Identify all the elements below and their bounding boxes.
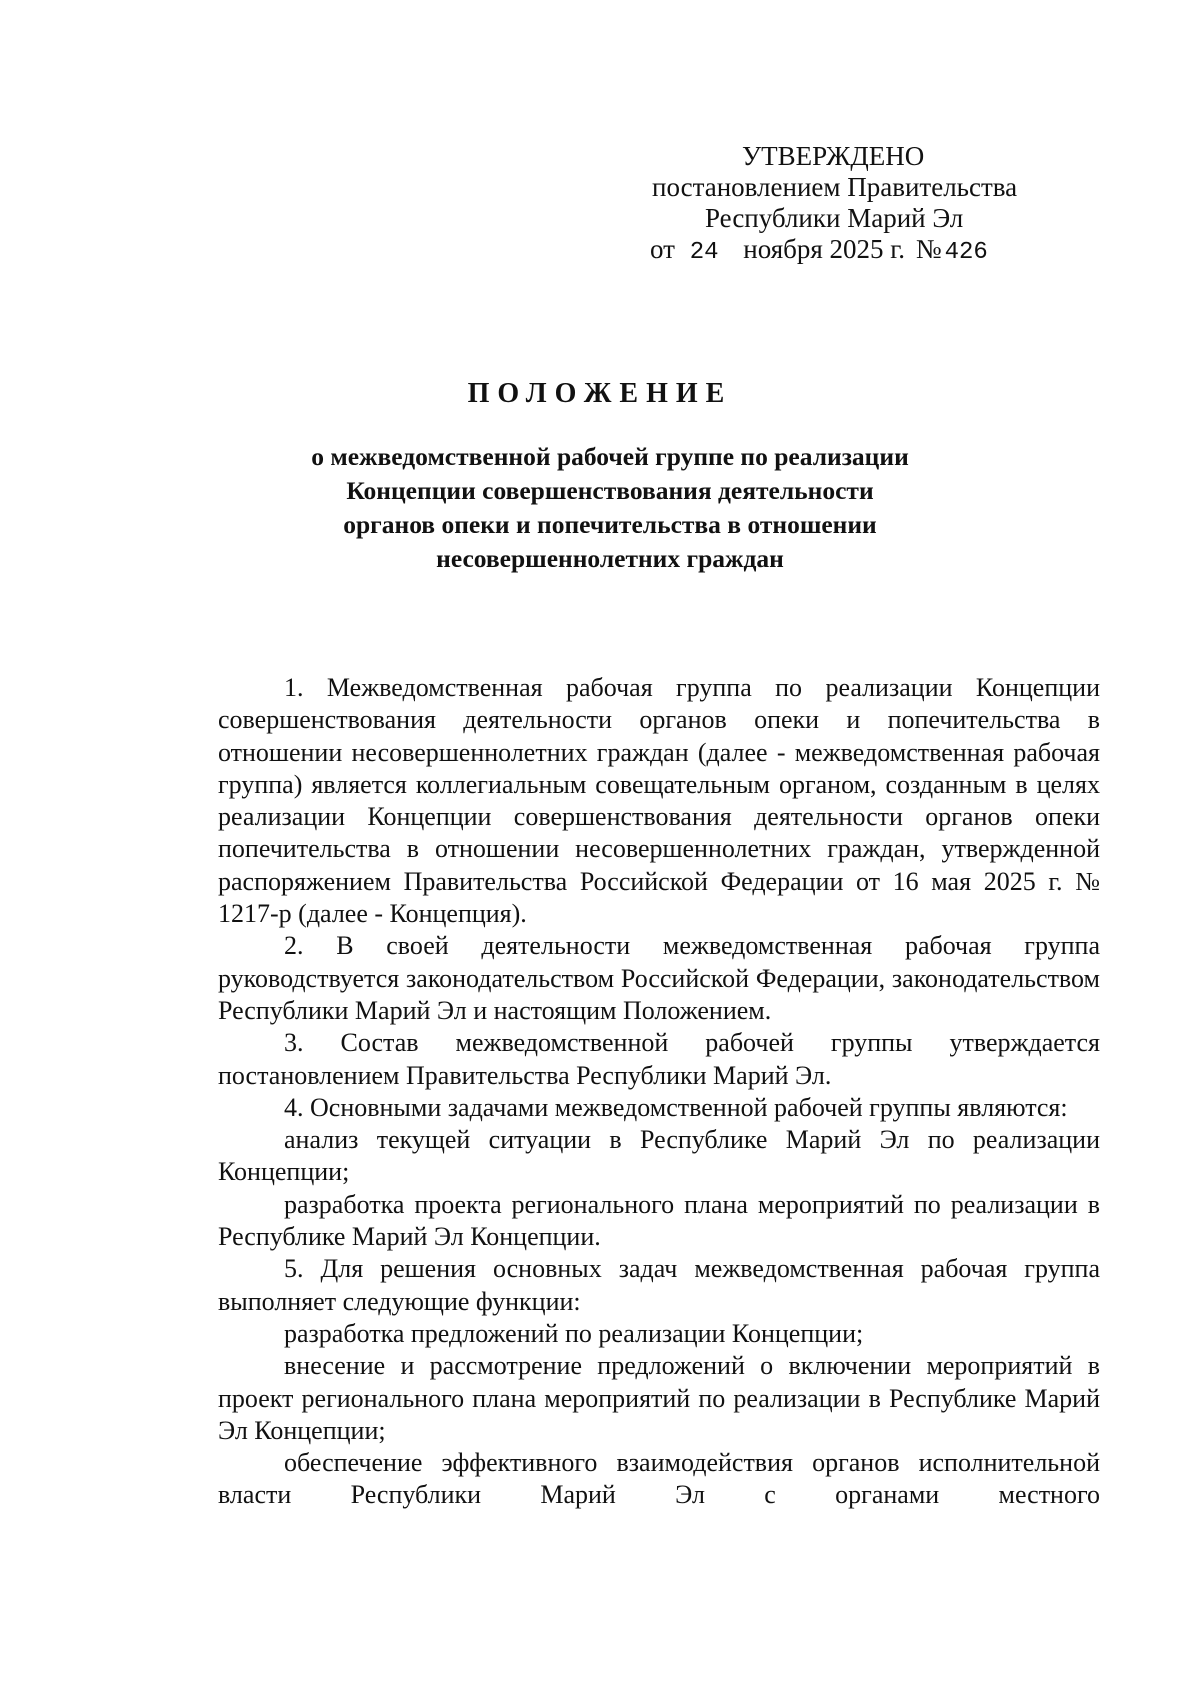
approval-date-prefix: от xyxy=(650,234,675,264)
document-title: ПОЛОЖЕНИЕ xyxy=(467,378,733,409)
function-item-inclusion: внесение и рассмотрение предложений о включении мероприятий в проект регионального плана мероприятий по реализации в Республике Марий Эл Концепции; xyxy=(218,1351,1100,1445)
function-item-interaction: обеспечение эффективного взаимодействия органов исполнительной власти Республики Марий Эл с органами местного xyxy=(218,1448,1100,1510)
paragraph-2: 2. В своей деятельности межведомственная рабочая группа руководствуется законодательством Российской Федерации, законодательством Республики Марий Эл и настоящим Положением. xyxy=(218,931,1100,1025)
paragraph-4: 4. Основными задачами межведомственной рабочей группы являются: xyxy=(284,1092,1068,1122)
paragraph-5: 5. Для решения основных задач межведомственная рабочая группа выполняет следующие функции: xyxy=(218,1254,1100,1316)
subtitle-line: о межведомственной рабочей группе по реализации xyxy=(311,442,909,471)
approval-date-line xyxy=(650,233,988,269)
subtitle-line: несовершеннолетних граждан xyxy=(436,544,784,573)
approval-line-republic: Республики Марий Эл xyxy=(705,203,964,233)
task-item-analysis: анализ текущей ситуации в Республике Марий Эл по реализации Концепции; xyxy=(218,1125,1100,1187)
document-subtitle xyxy=(250,440,970,576)
subtitle-line: Концепции совершенствования деятельности xyxy=(346,476,874,505)
subtitle-line: органов опеки и попечительства в отношении xyxy=(343,510,877,539)
task-item-plan: разработка проекта регионального плана мероприятий по реализации в Республике Марий Эл Концепции. xyxy=(218,1189,1100,1252)
document-body xyxy=(218,672,1100,1512)
approval-line-resolution: постановлением Правительства xyxy=(652,172,1018,202)
paragraph-1: 1. Межведомственная рабочая группа по реализации Концепции совершенствования деятельности органов опеки и попечительства в отношении несовершеннолетних граждан (далее - межведомственная рабочая группа) является коллегиальным совещательным органом, созданным в целях реализации Концепции совершенствования деятельности органов опеки попечительства в отношении несовершеннолетних граждан, утвержденной распоряжением Правительства Российской Федерации от 16 мая 2025 г. № 1217-р (далее - Концепция). xyxy=(218,673,1100,929)
function-item-proposals: разработка предложений по реализации Концепции; xyxy=(284,1318,864,1348)
approval-month-year: ноября 2025 г. xyxy=(743,234,906,264)
approval-number: 426 xyxy=(944,239,988,266)
approval-day: 24 xyxy=(689,239,719,266)
approval-number-sign: № xyxy=(915,234,942,264)
paragraph-3: 3. Состав межведомственной рабочей группы утверждается постановлением Правительства Республики Марий Эл. xyxy=(218,1028,1100,1090)
approval-heading: УТВЕРЖДЕНО xyxy=(742,141,925,171)
